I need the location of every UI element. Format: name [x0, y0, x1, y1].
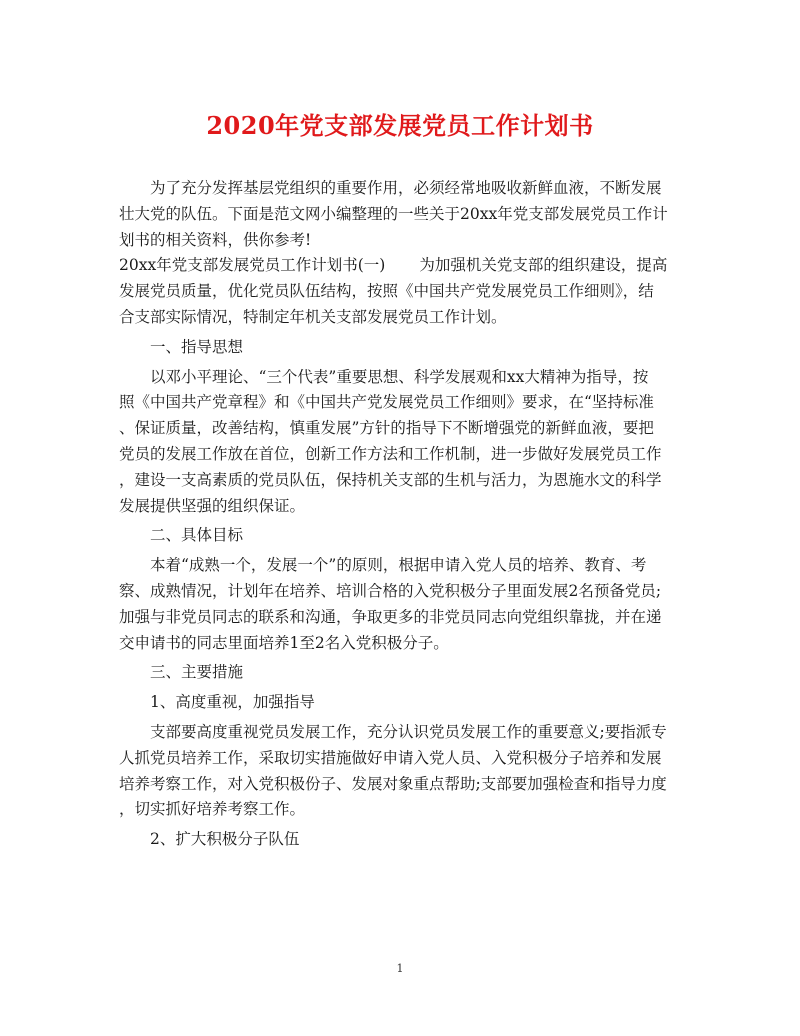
document-body: [119, 176, 684, 853]
paragraph-line: 交申请书的同志里面培养1至2名入党积极分子。: [119, 633, 449, 652]
subsection-heading: 1、高度重视，加强指导: [150, 693, 315, 712]
paragraph-line: 本着“成熟一个，发展一个”的原则，根据申请入党人员的培养、教育、考: [150, 556, 647, 575]
subsection-heading: 2、扩大积极分子队伍: [150, 830, 300, 849]
paragraph-line: 发展提供坚强的组织保证。: [119, 496, 306, 515]
paragraph-line: 支部要高度重视党员发展工作，充分认识党员发展工作的重要意义;要指派专: [150, 722, 667, 741]
paragraph-line: 加强与非党员同志的联系和沟通，争取更多的非党员同志向党组织靠拢，并在递: [119, 607, 662, 626]
paragraph-line: 以邓小平理论、“三个代表”重要思想、科学发展观和xx大精神为指导，按: [150, 367, 649, 386]
intro-line: 为了充分发挥基层党组织的重要作用，必须经常地吸收新鲜血液，不断发展: [150, 179, 662, 197]
intro-line: 划书的相关资料，供你参考!: [119, 230, 312, 249]
page-number: 1: [396, 962, 404, 975]
paragraph-line: 照《中国共产党章程》和《中国共产党发展党员工作细则》要求，在“坚持标准: [119, 393, 654, 412]
section-heading: 二、具体目标: [150, 526, 244, 545]
paragraph-line: 党员的发展工作放在首位，创新工作方法和工作机制，进一步做好发展党员工作: [119, 444, 662, 463]
paragraph-line: 人抓党员培养工作，采取切实措施做好申请入党人员、入党积极分子培养和发展: [119, 748, 662, 767]
intro-line: 壮大党的队伍。下面是范文网小编整理的一些关于20xx年党支部发展党员工作计: [119, 204, 668, 223]
paragraph-line: ，建设一支高素质的党员队伍，保持机关支部的生机与活力，为恩施水文的科学: [119, 470, 662, 489]
paragraph-line: 、保证质量，改善结构，慎重发展”方针的指导下不断增强党的新鲜血液，要把: [119, 419, 654, 438]
plan-title: 20xx年党支部发展党员工作计划书(一): [119, 256, 386, 275]
paragraph-line: ，切实抓好培养考察工作。: [119, 800, 306, 819]
section-heading: 三、主要措施: [150, 663, 244, 682]
paragraph-line: 培养考察工作，对入党积极份子、发展对象重点帮助;支部要加强检查和指导力度: [119, 774, 667, 793]
plan-title-line: [119, 253, 684, 279]
plan-intro-text: 为加强机关党支部的组织建设，提高: [419, 256, 668, 275]
document-title: 2020年党支部发展党员工作计划书: [206, 111, 594, 140]
paragraph-line: 察、成熟情况，计划年在培养、培训合格的入党积极分子里面发展2名预备党员;: [119, 581, 662, 600]
plan-intro-line: 合支部实际情况，特制定年机关支部发展党员工作计划。: [119, 307, 507, 326]
plan-intro-line: 发展党员质量，优化党员队伍结构，按照《中国共产党发展党员工作细则》，结: [119, 282, 654, 301]
section-heading: 一、指导思想: [150, 337, 244, 356]
